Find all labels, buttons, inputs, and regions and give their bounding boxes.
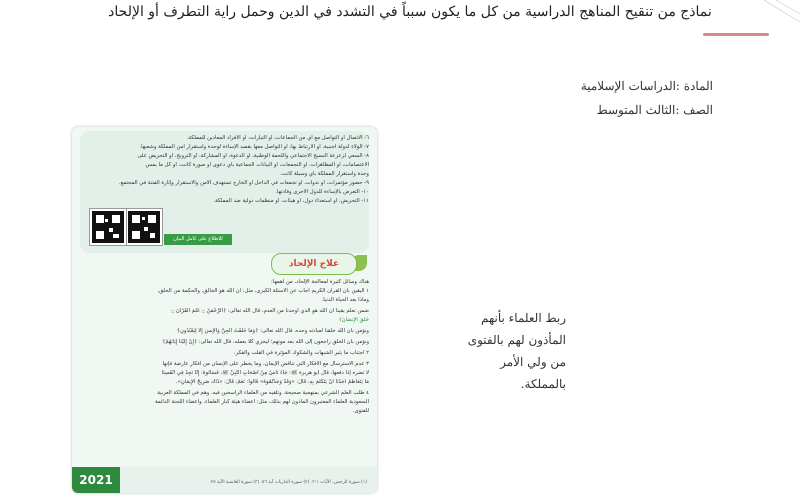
subject-line: المادة :الدراسات الإسلامية — [580, 79, 713, 93]
body-line: ٤ طلب العلم الشرعي بمنهجية صحيحة، وتلقيه من العلماء الراسخين فيه، وهم في المملكة العربية — [157, 390, 369, 396]
side-note: ربط العلماء بأنهم المأذون لهم بالفتوى من ولي الأمر بالمملكة. — [467, 311, 566, 391]
body-line: ونؤمن بأن الله خلقنا لعبادته وحده، قال الله تعالى: ﴿وَمَا خَلَقْتُ الْجِنَّ وَالْإِنسَ إِلَّا لِيَعْبُدُونِ﴾ — [176, 328, 369, 334]
year-badge: 2021 — [72, 467, 120, 493]
body-line: مَا يَتَعَاظَمُ أَحَدُنَا أَنْ يَتَكَلَّمَ بِهِ، قَالَ: «وَقَدْ وَجَدْتُمُوهُ» قَالُوا: نَعَمْ، قَالَ: «ذَاكَ صَرِيحُ الْإِيمَانِ». — [175, 379, 369, 385]
rule-line: وحدة واستقرار المملكة بأي وسيلة كانت. — [279, 171, 369, 177]
rule-line: ٦- الاتصال أو التواصل مع أي من الجماعات، أو التيارات، أو الأفراد المعادين للمملكة. — [186, 135, 369, 141]
qr-link-label: للاطلاع على كامل البيان — [164, 234, 232, 245]
rule-line: ٩- حضور مؤتمرات، أو ندوات، أو تجمعات في الداخل أو الخارج تستهدف الأمن والاستقرار وإثارة الفتنة في المجتمع. — [118, 180, 369, 186]
body-line: ضمن نعلم يقيناً أن الله هو الذي أوجدنا من العدم، قال الله تعالى: ﴿الرَّحْمَنُ ۝ عَلَّمَ الْقُرْآنَ ۝ — [171, 308, 369, 314]
body-line: ١ اليقين بأن القرآن الكريم أجاب عن الأسئلة الكبرى، مثل: أن الله هو الخالق، والحكمة من الخلق، — [157, 288, 369, 294]
body-line: ونؤمن بأن الخلق راجعون إلى الله بعد موتهم؛ ليجزي كلاً بعمله، قال الله تعالى: ﴿إِنَّ إِلَيْنَا إِيَابَهُمْ﴾ — [162, 339, 369, 345]
body-line: للفتوى. — [352, 408, 369, 414]
rule-line: ٧- الولاء لدولة أجنبية، أو الارتباط بها، أو التواصل معها بقصد الإساءة لوحدة واستقرار أمن المملكة وشعبها. — [139, 144, 369, 150]
rule-line: الاعتصامات، أو المظاهرات، أو التجمعات، أو البيانات الجماعية بأي دعوى أو صورة كانت، أو كل ما يمس — [145, 162, 369, 168]
body-line: وماذا بعد الحياة الدنيا. — [321, 297, 369, 303]
body-line: هناك وسائل كثيرة لمعالجة الإلحاد، من أهمها: — [271, 279, 369, 285]
slide-title: نماذج من تنقيح المناهج الدراسية من كل ما يكون سبباً في التشدد في الدين وحمل راية التطرف أو الإلحاد — [108, 4, 712, 20]
body-line: ٢ اجتناب ما يثير الشبهات والشكوك المؤثرة في القلب والفكر. — [233, 350, 369, 356]
textbook-page-image — [72, 127, 377, 493]
body-line: ٣ عدم الاسترسال مع الأفكار التي تناقض الإيمان، وما يخطر على الإنسان من أفكار عارضة فإنها — [162, 361, 369, 367]
qr-code-icon — [90, 209, 126, 245]
body-line: لا تضره إذا دفعها، قال أبو هريرة ﷺ: جَاءَ نَاسٌ مِنْ أَصْحَابِ النَّبِيِّ ﷺ، فَسَأَلُوهُ: إِنَّا نَجِدُ فِي أَنْفُسِنَا — [161, 370, 369, 376]
title-underline — [703, 33, 769, 36]
body-line: السعودية العلماء المعتبرون المأذون لهم بذلك، مثل: أعضاء هيئة كبار العلماء، وأعضاء اللجنة الدائمة — [155, 399, 369, 405]
qr-code-icon — [126, 209, 162, 245]
grade-line: الصف :الثالث المتوسط — [596, 103, 713, 117]
corner-decoration — [764, 0, 800, 22]
rule-line: ٨- السعي لزعزعة النسيج الاجتماعي واللحمة الوطنية، أو الدعوة، أو المشاركة، أو الترويج، أو التحريض على — [137, 153, 369, 159]
body-line: خَلَقَ الْإِنسَانَ﴾ — [338, 317, 369, 323]
section-header: علاج الإلحاد — [271, 253, 357, 275]
footnote: (١) سورة الرحمن، الآيات ١-٣. (٢) سورة الذاريات آية ٥٦. (٣) سورة الغاشية الآية ٢٥. — [209, 480, 367, 485]
rule-line: ١٠- التعرض بالإساءة للدول الأخرى وقادتها. — [275, 189, 369, 195]
rule-line: ١١- التحريض، أو استعداء دول، أو هيئات، أو منظمات دولية ضد المملكة. — [213, 198, 369, 204]
